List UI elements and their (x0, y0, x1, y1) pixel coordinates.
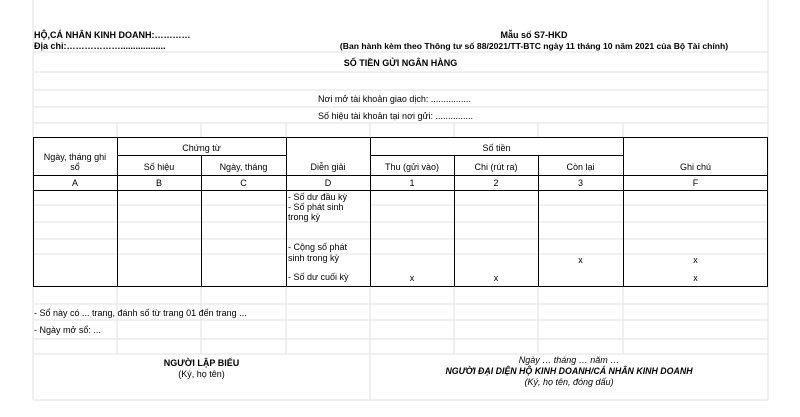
header-voucher: Chứng từ (182, 143, 221, 153)
column-code: F (692, 178, 699, 188)
column-code: 1 (409, 178, 415, 188)
header-notes: Ghi chú (679, 162, 712, 172)
header-balance: Còn lại (566, 162, 595, 172)
header-withdraw-out: Chi (rút ra) (474, 162, 518, 172)
row-arising-amount-cont: trong kỳ (288, 212, 321, 222)
cross-mark: x (493, 273, 499, 283)
cross-mark: x (693, 273, 698, 283)
form-number: Mẫu số S7-HKD (500, 30, 568, 40)
representative-signature-hint: (Ký, họ tên, đóng dấu) (524, 377, 614, 387)
row-total-arising: - Cộng số phát (288, 242, 348, 252)
column-code: B (155, 178, 162, 188)
cross-mark: x (578, 255, 583, 265)
header-voucher-number: Số hiệu (143, 162, 175, 172)
header-voucher-date: Ngày, tháng (219, 162, 268, 172)
row-arising-amount: - Số phát sinh (288, 202, 344, 212)
column-code: 3 (577, 178, 583, 188)
row-total-arising-cont: sinh trong kỳ (288, 253, 340, 263)
header-date-recorded: Ngày, tháng ghi (43, 152, 107, 162)
row-opening-balance: - Số dư đầu kỳ (288, 192, 348, 202)
signature-date: Ngày … tháng … năm … (518, 355, 620, 365)
open-date-note: - Ngày mở sổ: ... (34, 325, 101, 335)
page-count-note: - Sổ này có ... trang, đánh số từ trang 01 đến trang ... (34, 308, 247, 318)
business-name-label: HỘ,CÁ NHÂN KINH DOANH:………… (34, 30, 191, 40)
preparer-title: NGƯỜI LẬP BIỂU (163, 358, 240, 368)
account-number-field: Số hiệu tài khoản tại nơi gửi: ............... (318, 111, 474, 121)
column-code: C (240, 178, 247, 188)
regulation-reference: (Ban hành kèm theo Thông tư số 88/2021/TT-BTC ngày 11 tháng 10 năm 2021 của Bộ Tài chính) (339, 41, 729, 51)
header-deposit-in: Thu (gửi vào) (384, 162, 440, 172)
column-code: A (71, 178, 78, 188)
column-code: 2 (493, 178, 499, 188)
preparer-signature-hint: (Ký, họ tên) (178, 369, 225, 379)
header-amount: Số tiền (482, 143, 511, 153)
cross-mark: x (693, 255, 698, 265)
cross-mark: x (409, 273, 415, 283)
row-closing-balance: - Số dư cuối kỳ (288, 272, 349, 282)
page-title: SỐ TIỀN GỬI NGÂN HÀNG (343, 58, 458, 68)
representative-title: NGƯỜI ĐẠI DIỆN HỘ KINH DOANH/CÁ NHÂN KINH DOANH (445, 366, 693, 376)
bank-location-field: Nơi mở tài khoản giao dịch: ................ (318, 94, 471, 104)
header-description: Diễn giải (310, 162, 346, 172)
header-date-recorded-cont: sổ (70, 162, 80, 172)
column-code: D (324, 178, 332, 188)
address-label: Địa chỉ:……………….................. (34, 41, 166, 51)
